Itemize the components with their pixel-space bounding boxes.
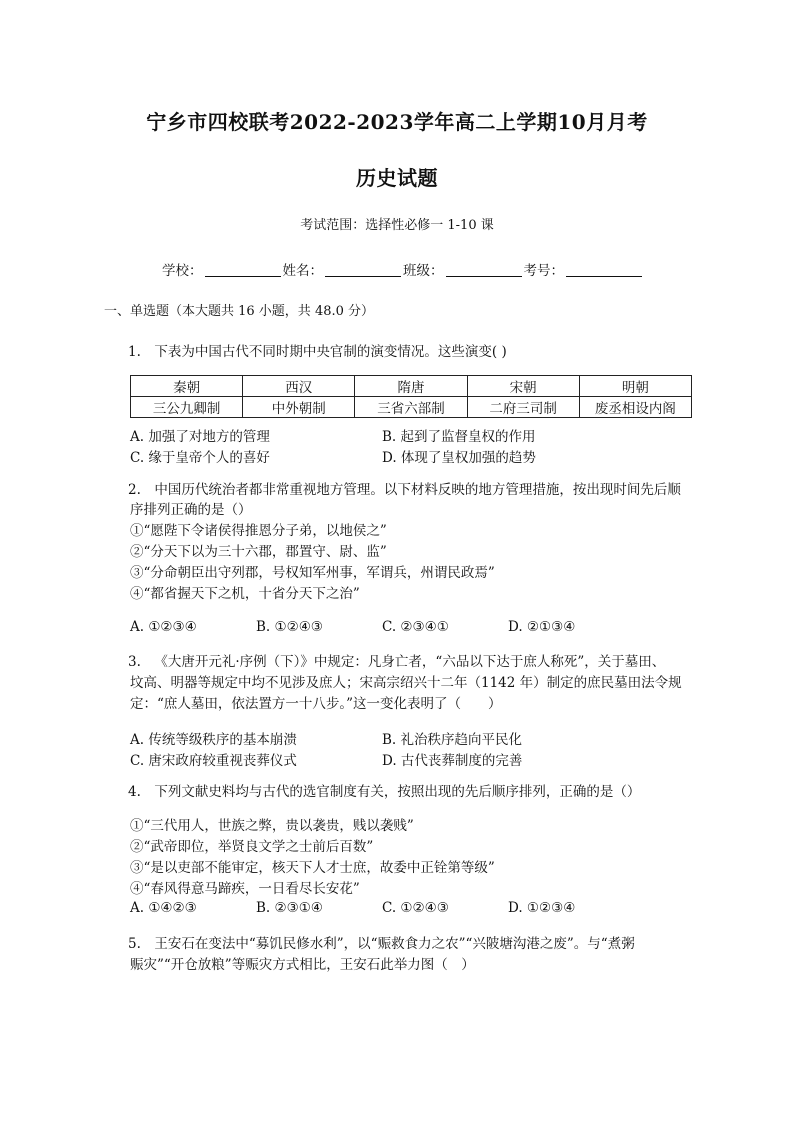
table-cell: 宋朝: [467, 376, 579, 397]
q4-item: ②“武帝即位，举贤良文学之士前后百数”: [130, 839, 374, 855]
q1-option-c[interactable]: C. 缘于皇帝个人的喜好: [130, 450, 270, 466]
q3-stem-line1: 3. 《大唐开元礼·序例（下）》中规定：凡身亡者，“六品以下达于庶人称死”，关于墓田、: [128, 654, 666, 670]
table-cell: 废丞相设内阁: [579, 397, 691, 418]
table-cell: 西汉: [243, 376, 355, 397]
q4-item: ④“春风得意马蹄疾，一日看尽长安花”: [130, 881, 360, 897]
q4-item: ③“是以吏部不能审定，核天下人才士庶，故委中正铨第等级”: [130, 860, 495, 876]
q1-option-b[interactable]: B. 起到了监督皇权的作用: [382, 429, 536, 445]
q1-table: [130, 375, 692, 418]
q1-stem: 1. 下表为中国古代不同时期中央官制的演变情况。这些演变( ): [128, 344, 507, 360]
q4-option-a[interactable]: A. ①④②③: [130, 900, 197, 916]
q3-option-d[interactable]: D. 古代丧葬制度的完善: [382, 753, 523, 769]
section-heading: 一、单选题（本大题共 16 小题，共 48.0 分）: [104, 304, 375, 319]
q2-option-b[interactable]: B. ①②④③: [256, 619, 323, 635]
q3-option-c[interactable]: C. 唐宋政府较重视丧葬仪式: [130, 753, 297, 769]
q2-item: ①“愿陛下令诸侯得推恩分子弟，以地侯之”: [130, 523, 387, 539]
student-info-row: [162, 259, 644, 279]
q3-option-a[interactable]: A. 传统等级秩序的基本崩溃: [130, 732, 297, 748]
class-label: 班级：: [403, 263, 444, 279]
school-label: 学校：: [162, 263, 203, 279]
q2-option-c[interactable]: C. ②③④①: [382, 619, 449, 635]
q2-option-d[interactable]: D. ②①③④: [508, 619, 576, 635]
table-cell: 明朝: [579, 376, 691, 397]
q3-option-b[interactable]: B. 礼治秩序趋向平民化: [382, 732, 523, 748]
table-cell: 三省六部制: [355, 397, 467, 418]
table-header-row: [131, 376, 692, 397]
q4-option-d[interactable]: D. ①②③④: [508, 900, 576, 916]
school-field[interactable]: [205, 263, 281, 277]
id-label: 考号：: [523, 263, 564, 279]
q2-stem-line2: 序排列正确的是（）: [130, 502, 252, 518]
id-field[interactable]: [566, 263, 642, 277]
q2-option-a[interactable]: A. ①②③④: [130, 619, 197, 635]
subject-title: 历史试题: [356, 166, 438, 190]
q3-stem-line2: 坟高、明器等规定中均不见涉及庶人；宋高宗绍兴十二年（1142 年）制定的庶民墓田法令规: [130, 675, 682, 691]
q5-stem-line2: 赈灾”“开仓放粮”等赈灾方式相比，王安石此举力图（ ）: [130, 957, 475, 973]
q4-item: ①“三代用人，世族之弊，贵以袭贵，贱以袭贱”: [130, 818, 414, 834]
table-cell: 隋唐: [355, 376, 467, 397]
q2-item: ②“分天下以为三十六郡，郡置守、尉、监”: [130, 544, 387, 560]
table-cell: 中外朝制: [243, 397, 355, 418]
table-cell: 三公九卿制: [131, 397, 243, 418]
table-row: [131, 397, 692, 418]
class-field[interactable]: [446, 263, 522, 277]
q2-item: ③“分命朝臣出守列郡，号权知军州事，军谓兵，州谓民政焉”: [130, 565, 495, 581]
exam-scope: 考试范围：选择性必修一 1-10 课: [300, 218, 494, 233]
q2-stem-line1: 2. 中国历代统治者都非常重视地方管理。以下材料反映的地方管理措施，按出现时间先后顺: [128, 482, 681, 498]
q4-option-b[interactable]: B. ②③①④: [256, 900, 323, 916]
q4-stem: 4. 下列文献史料均与古代的选官制度有关，按照出现的先后顺序排列，正确的是（）: [128, 784, 641, 800]
q2-item: ④“都省握天下之机，十省分天下之治”: [130, 586, 360, 602]
q4-option-c[interactable]: C. ①②④③: [382, 900, 449, 916]
q1-option-d[interactable]: D. 体现了皇权加强的趋势: [382, 450, 536, 466]
q1-option-a[interactable]: A. 加强了对地方的管理: [130, 429, 270, 445]
exam-title: 宁乡市四校联考2022-2023学年高二上学期10月月考: [146, 110, 648, 134]
table-cell: 秦朝: [131, 376, 243, 397]
q5-stem-line1: 5. 王安石在变法中“募饥民修水利”，以“赈救食力之农”“兴陂塘沟港之废”。与“煮粥: [128, 936, 635, 952]
name-field[interactable]: [325, 263, 401, 277]
name-label: 姓名：: [282, 263, 323, 279]
q3-stem-line3: 定：“庶人墓田，依法置方一十八步。”这一变化表明了（ ）: [130, 696, 502, 712]
table-cell: 二府三司制: [467, 397, 579, 418]
